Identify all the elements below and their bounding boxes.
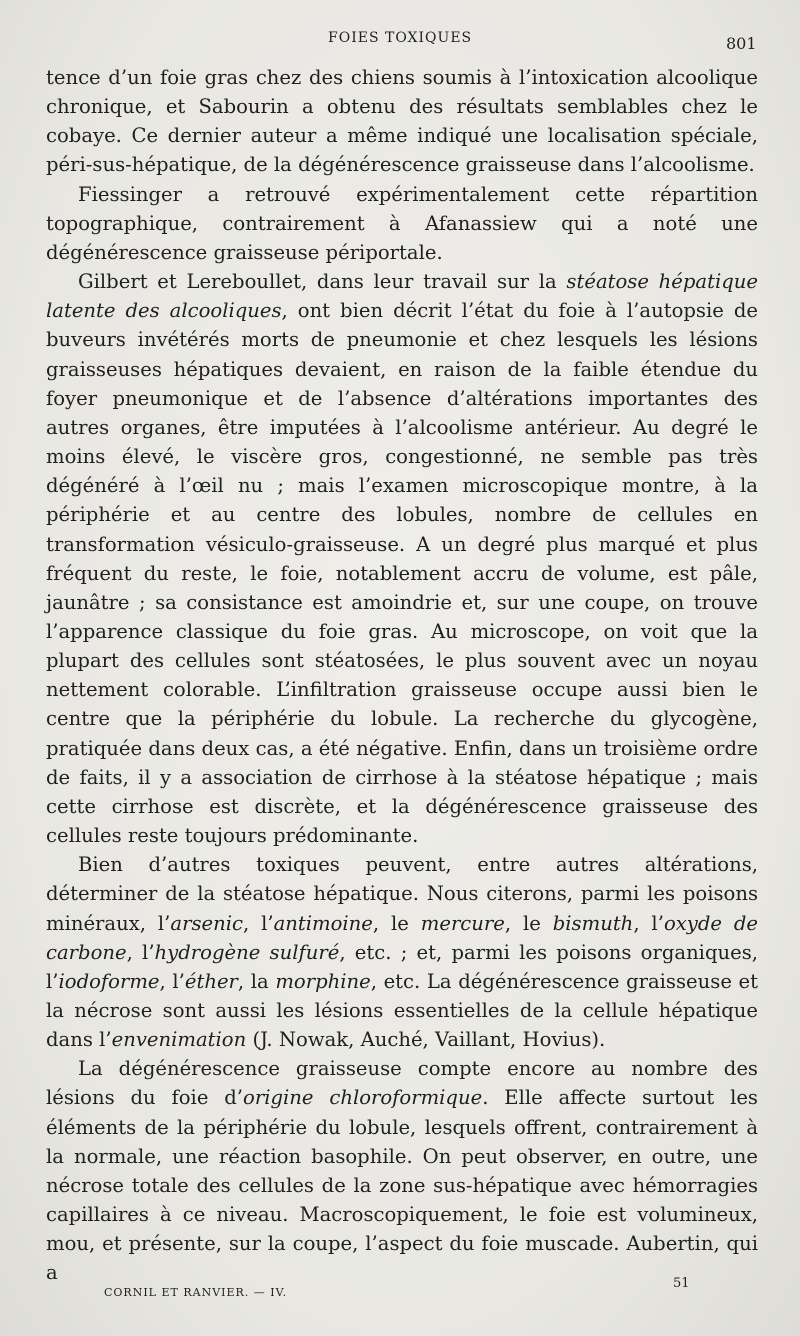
italic-term: stéatose hépatique latente des alcooliques bbox=[46, 270, 758, 323]
italic-term: iodoforme bbox=[58, 969, 160, 993]
italic-term: morphine bbox=[275, 969, 371, 993]
text-run: , le bbox=[372, 911, 421, 935]
body-text bbox=[46, 63, 758, 1288]
italic-term: arsenic bbox=[170, 911, 243, 935]
paragraph bbox=[46, 1054, 758, 1287]
text-run: . Elle affecte surtout les éléments de la périphérie du lobule, lesquels offrent, contrairement à la normale, une réaction basophile. On peut observer, en outre, une nécrose totale des cellules de la zone sus-hépatique avec hémorragies capillaires à ce niveau. Macroscopiquement, le foie est volumineux, mou, et présente, sur la coupe, l’aspect du foie muscade. Aubertin, qui a bbox=[46, 1086, 758, 1285]
text-run: , l’ bbox=[126, 940, 155, 964]
text-run: , etc. ; et, parmi les poisons organiques, l’ bbox=[46, 940, 758, 993]
italic-term: hydrogène sulfuré bbox=[154, 940, 340, 964]
text-run: Gilbert et Lereboullet, dans leur travail sur la bbox=[78, 270, 567, 294]
paragraph bbox=[46, 180, 758, 267]
italic-term: mercure bbox=[420, 911, 505, 935]
text-run: , l’ bbox=[159, 969, 185, 993]
paragraph bbox=[46, 850, 758, 1054]
text-run: , etc. La dégénérescence graisseuse et la nécrose sont aussi les lésions essentielles de la cellule hépatique dans l’ bbox=[46, 969, 758, 1052]
italic-term: bismuth bbox=[552, 911, 634, 935]
page-number: 801 bbox=[726, 34, 757, 53]
signature-mark: CORNIL ET RANVIER. — IV. bbox=[104, 1286, 288, 1299]
page-header bbox=[0, 30, 800, 58]
italic-term: oxyde de carbone bbox=[46, 911, 759, 964]
paragraph bbox=[46, 267, 758, 850]
italic-term: envenimation bbox=[111, 1028, 247, 1052]
running-title: FOIES TOXIQUES bbox=[328, 30, 473, 46]
italic-term: éther bbox=[184, 969, 238, 993]
page-footer bbox=[0, 1276, 800, 1306]
italic-term: antimoine bbox=[273, 911, 373, 935]
text-run: (J. Nowak, Auché, Vaillant, Hovius). bbox=[246, 1028, 606, 1052]
text-run: , le bbox=[504, 911, 553, 935]
text-run: , l’ bbox=[633, 911, 664, 935]
text-run: , ont bien décrit l’état du foie à l’autopsie de buveurs invétérés morts de pneumonie et chez lesquels les lésions graisseuses hépatiques devaient, en raison de la faible étendue du foyer pneumonique et de l’absence d’altérations importantes des autres organes, être imputées à l’alcoolisme antérieur. Au degré le moins élevé, le viscère gros, congestionné, ne semble pas très dégénéré à l’œil nu ; mais l’examen microscopique montre, à la périphérie et au centre des lobules, nombre de cellules en transformation vésiculo-graisseuse. A un degré plus marqué et plus fréquent du reste, le foie, notablement accru de volume, est pâle, jaunâtre ; sa consistance est amoindrie et, sur une coupe, on trouve l’apparence classique du foie gras. Au microscope, on voit que la plupart des cellules sont stéatosées, le plus souvent avec un noyau nettement colorable. L’infiltration graisseuse occupe aussi bien le centre que la périphérie du lobule. La recherche du glycogène, pratiquée dans deux cas, a été négative. Enfin, dans un troisième ordre de faits, il y a association de cirrhose à la stéatose hépatique ; mais cette cirrhose est discrète, et la dégénérescence graisseuse des cellules reste toujours prédominante. bbox=[46, 299, 758, 848]
text-run: Bien d’autres toxiques peuvent, entre autres altérations, déterminer de la stéatose hépatique. Nous citerons, parmi les poisons minéraux, l’ bbox=[46, 853, 758, 935]
text-run: , l’ bbox=[242, 911, 274, 935]
paragraph bbox=[46, 63, 758, 180]
text-run: La dégénérescence graisseuse compte encore au nombre des lésions du foie d’ bbox=[46, 1057, 758, 1110]
text-run: , la bbox=[237, 969, 276, 993]
sheet-number: 51 bbox=[673, 1276, 690, 1291]
italic-term: origine chloroformique bbox=[243, 1086, 483, 1110]
text-run: Fiessinger a retrouvé expérimentalement cette répartition topographique, contrairement à Afanassiew qui a noté une dégénérescence graisseuse périportale. bbox=[46, 182, 758, 264]
text-run: tence d’un foie gras chez des chiens soumis à l’intoxication alcoolique chronique, et Sabourin a obtenu des résultats semblables chez le cobaye. Ce dernier auteur a même indiqué une localisation spéciale, péri-sus-hépatique, de la dégénérescence graisseuse dans l’alcoolisme. bbox=[46, 66, 758, 177]
